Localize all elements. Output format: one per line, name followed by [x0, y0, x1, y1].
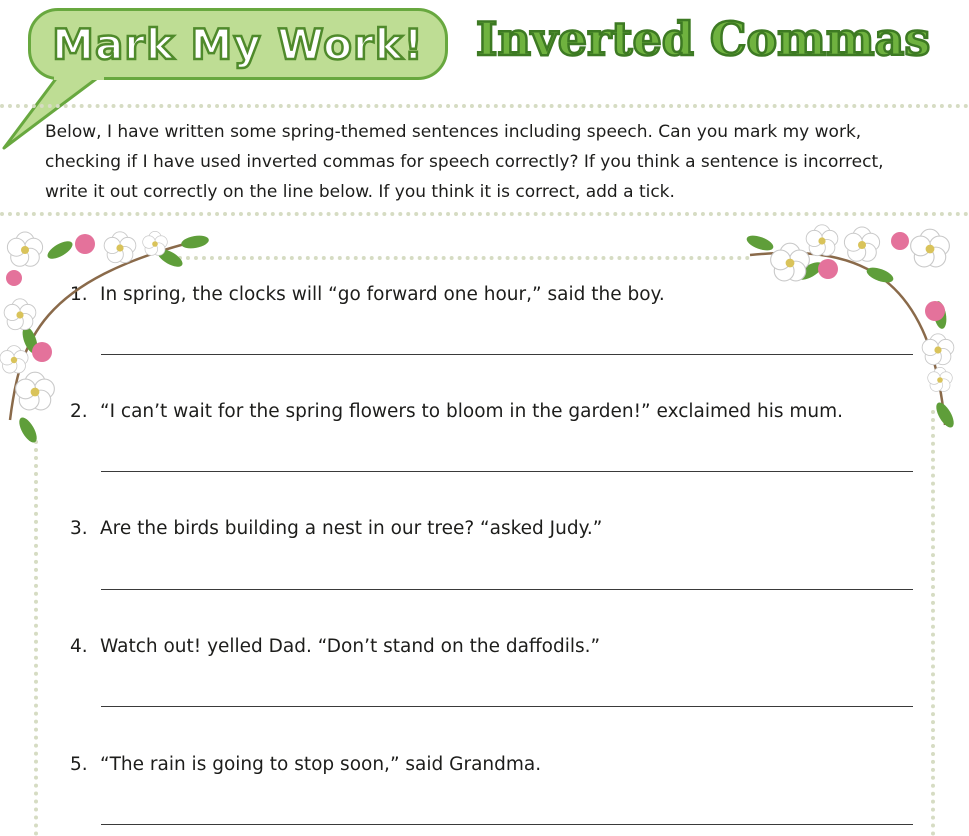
- blossom-branch-left: [0, 220, 220, 450]
- answer-line-3[interactable]: [101, 589, 913, 590]
- question-2: 2. “I can’t wait for the spring flowers to bloom in the garden!” exclaimed his mum.: [70, 401, 844, 422]
- page-title: Mark My Work!: [52, 19, 424, 69]
- question-4: 4. Watch out! yelled Dad. “Don’t stand on the daffodils.”: [70, 636, 601, 657]
- page-subtitle: Inverted Commas: [476, 12, 931, 66]
- answer-line-4[interactable]: [101, 706, 913, 707]
- answer-line-5[interactable]: [101, 824, 913, 825]
- blossom-branch-right: [730, 215, 969, 445]
- question-1: 1. In spring, the clocks will “go forward one hour,” said the boy.: [70, 284, 665, 305]
- instructions-text: Below, I have written some spring-themed sentences including speech. Can you mark my work, checking if I have used inverted commas for speech correctly? If you think a sentence is incorrect, write it out correctly on the line below. If you think it is correct, add a tick.: [45, 122, 884, 202]
- frame-top: [170, 256, 750, 260]
- frame-left: [34, 440, 38, 836]
- answer-line-2[interactable]: [101, 471, 913, 472]
- question-5: 5. “The rain is going to stop soon,” said Grandma.: [70, 754, 542, 775]
- frame-right: [931, 410, 935, 836]
- divider-top: [0, 104, 969, 108]
- question-3: 3. Are the birds building a nest in our tree? “asked Judy.”: [70, 518, 603, 539]
